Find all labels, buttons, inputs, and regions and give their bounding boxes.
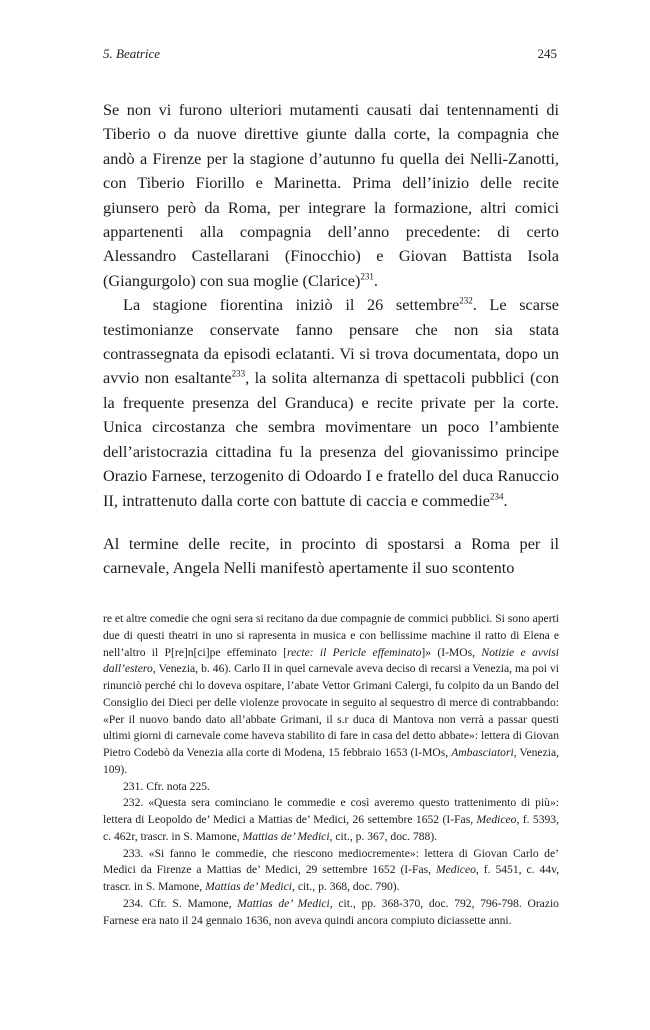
footnote-ref-234: 234	[489, 491, 504, 502]
footnote-text: 234. Cfr. S. Mamone,	[123, 896, 238, 910]
footnote-text: , Venezia, 109).	[103, 746, 559, 776]
footnote-text: ]» (I-MOs,	[421, 645, 482, 659]
footnote-233	[103, 846, 559, 896]
paragraph-2-text-a: La stagione fiorentina iniziò il 26 settembre	[123, 295, 460, 315]
footnote-ref-233: 233	[231, 369, 246, 380]
paragraph-3-text: Al termine delle recite, in procinto di spostarsi a Roma per il carnevale, Angela Nelli manifestò apertamente il suo scontento	[103, 533, 559, 578]
footnote-text: , cit., p. 368, doc. 790).	[292, 880, 400, 893]
paragraph-2	[103, 293, 559, 513]
footnote-text: , Venezia, b. 46). Carlo II in quel carnevale aveva deciso di recarsi a Venezia, ma poi vi rinunciò perché chi lo doveva ospitare, l’abate Vettor Grimani Calergi, fu colpito da un Bando del Consiglio dei Dieci per delle violenze provocate in seguito al sequestro di merce di contrabbando: «Per il nuovo bando dato all’abbate Grimani, il s.r duca di Mantova non verrà a passar questi ultimi giorni di carnevale come haveva stabilito di fare in casa del detto abbate»: lettera di Giovan Pietro Codebò da Venezia alla corte di Modena, 15 febbraio 1653 (I-MOs,	[103, 662, 559, 759]
footnote-italic: Mattias de’ Medici	[242, 829, 330, 843]
page-number: 245	[537, 46, 557, 61]
footnote-text: 232. «Questa sera cominciano le commedie e così averemo questo trattenimento di più»: lettera di Leopoldo de’ Medici a Mattias de’ Medici, 26 settembre 1652 (I-Fas,	[103, 796, 559, 826]
paragraph-2-text-b: . Le scarse testimonianze conservate fanno pensare che non sia stata contrassegnata da episodi eclatanti. Vi si trova documentata, dopo un avvio non esaltante	[103, 295, 559, 388]
footnote-231	[103, 779, 559, 796]
footnote-234	[103, 896, 559, 930]
footnote-italic: Notizie e avvisi dall’estero	[103, 645, 559, 676]
running-head	[103, 46, 557, 66]
footnote-232	[103, 795, 559, 845]
footnote-italic: Mediceo	[476, 813, 517, 826]
footnote-text: , cit., pp. 368-370, doc. 792, 796-798. Orazio Farnese era nato il 24 gennaio 1636, non aveva quindi ancora compiuto diciassette anni.	[103, 896, 559, 927]
chapter-title: 5. Beatrice	[103, 46, 161, 61]
paragraph-2-end: .	[503, 490, 508, 510]
footnote-italic: Mattias de’ Medici	[237, 896, 330, 910]
footnote-italic: Mediceo	[435, 863, 476, 877]
footnote-ref-231: 231	[360, 271, 374, 282]
footnote-text: , cit., p. 367, doc. 788).	[329, 829, 438, 843]
footnote-italic: recte: il Pericle effeminato	[287, 645, 422, 659]
paragraph-1	[103, 98, 559, 293]
paragraph-1-end: .	[373, 270, 378, 290]
footnote-ref-232: 232	[459, 295, 473, 306]
footnote-italic: Ambasciatori	[451, 746, 514, 759]
footnote-italic: Mattias de’ Medici	[205, 880, 293, 893]
footnote-continuation	[103, 611, 559, 779]
footnote-text: , f. 5393, c. 462r, trascr. in S. Mamone,	[103, 813, 559, 843]
footnote-text: , f. 5451, c. 44v, trascr. in S. Mamone,	[103, 863, 560, 893]
paragraph-3	[103, 532, 559, 581]
footnotes	[103, 611, 559, 929]
footnote-text: 231. Cfr. nota 225.	[123, 779, 210, 793]
main-text	[103, 98, 559, 581]
paragraph-2-text-c: , la solita alternanza di spettacoli pubblici (con la frequente presenza del Granduca) e recite private per la corte. Unica circostanza che sembra movimentare un poco l’ambiente dell’aristocrazia cittadina fu la presenza del giovanissimo principe Orazio Farnese, terzogenito di Odoardo I e fratello del duca Ranuccio II, intrattenuto dalla corte con battute di caccia e commedie	[103, 368, 559, 510]
paragraph-1-text: Se non vi furono ulteriori mutamenti causati dai tentennamenti di Tiberio o da nuove direttive giunte dalla corte, la compagnia che andò a Firenze per la stagione d’autunno fu quella dei Nelli-Zanotti, con Tiberio Fiorillo e Marinetta. Prima dell’inizio delle recite giunsero però da Roma, per integrare la formazione, altri comici appartenenti alla compagnia dell’anno precedente: di certo Alessandro Castellarani (Finocchio) e Giovan Battista Isola (Giangurgolo) con sua moglie (Clarice)	[103, 100, 559, 290]
footnote-text: 233. «Si fanno le commedie, che riescono mediocremente»: lettera di Giovan Carlo de’ Medici da Firenze a Mattias de’ Medici, 29 settembre 1652 (I-Fas,	[103, 846, 559, 877]
footnote-text: re et altre comedie che ogni sera si recitano da due compagnie de commici pubblici. Si sono aperti due di questi theatri in uno si rapresenta in musica e con bellissime machine il ratto di Elena e nell’altro il P[re]n[ci]pe effeminato [	[103, 612, 559, 659]
